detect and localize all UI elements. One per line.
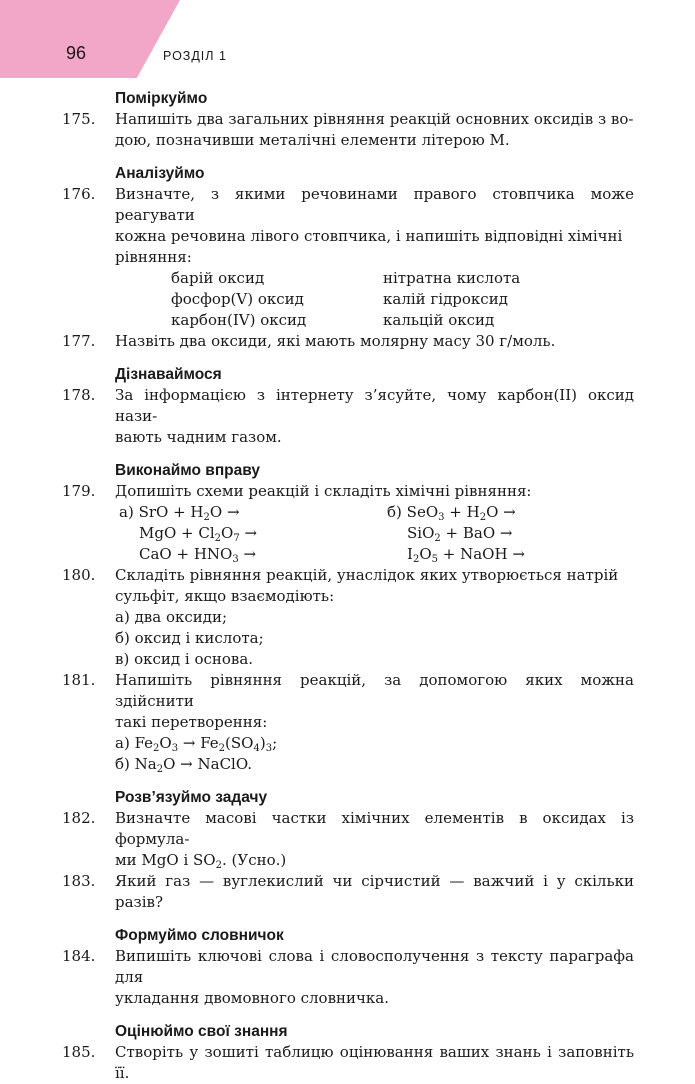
exercise-number: 179. bbox=[62, 482, 96, 500]
exercise-182 bbox=[62, 808, 634, 871]
exercise-number: 185. bbox=[62, 1043, 96, 1061]
substance-columns bbox=[171, 268, 634, 331]
reaction-b3: $I_2O_5$ + NaOH → bbox=[407, 545, 525, 565]
heading-formuimo-slovnychok: Формуймо словничок bbox=[115, 927, 284, 944]
exercise-179 bbox=[62, 481, 634, 565]
page-number: 96 bbox=[66, 43, 87, 63]
heading-vykonaimo-vpravu: Виконаймо вправу bbox=[115, 462, 261, 479]
option-item: а) два оксиди; bbox=[115, 608, 228, 626]
section-label: РОЗДІЛ 1 bbox=[163, 49, 227, 63]
exercise-text: сульфіт, якщо взаємодіють: bbox=[115, 587, 335, 605]
heading-rozviazuimo-zadachu: Розв’язуймо задачу bbox=[115, 789, 268, 806]
exercise-number: 178. bbox=[62, 386, 96, 404]
exercise-number: 176. bbox=[62, 185, 96, 203]
exercise-177 bbox=[62, 331, 634, 352]
exercise-text: Визначте, з якими речовинами правого стовпчика може реагувати bbox=[115, 185, 634, 224]
exercise-text: рівняння: bbox=[115, 248, 192, 266]
option-item: в) оксид і основа. bbox=[115, 650, 254, 668]
exercise-text: Складіть рівняння реакцій, унаслідок яких утворюється натрій bbox=[115, 566, 619, 584]
exercise-178 bbox=[62, 385, 634, 448]
exercise-number: 184. bbox=[62, 947, 96, 965]
transformation-a: а) $Fe_2O_3 \to Fe_2(SO_4)_3$; bbox=[115, 734, 278, 754]
exercise-180 bbox=[62, 565, 634, 670]
heading-diznavaimosia: Дізнаваймося bbox=[115, 366, 222, 383]
exercise-text: Визначте масові частки хімічних елементів в оксидах із формула- bbox=[115, 809, 634, 848]
reaction-a2: MgO + $Cl_2O_7$ → bbox=[139, 524, 258, 544]
reaction-a3: CaO + $HNO_3$ → bbox=[139, 545, 257, 565]
right-substance: нітратна кислота bbox=[383, 269, 521, 287]
exercise-text: такі перетворення: bbox=[115, 713, 268, 731]
exercise-text: вають чадним газом. bbox=[115, 428, 282, 446]
exercise-text: За інформацією з інтернету з’ясуйте, чому карбон(II) оксид нази- bbox=[115, 386, 634, 425]
exercise-number: 177. bbox=[62, 332, 96, 350]
page-content bbox=[0, 88, 695, 1084]
exercise-text: Допишіть схеми реакцій і складіть хімічні рівняння: bbox=[115, 482, 532, 500]
exercise-185 bbox=[62, 1042, 634, 1084]
exercise-176 bbox=[62, 184, 634, 331]
exercise-text: дою, позначивши металічні елементи літерою M. bbox=[115, 131, 510, 149]
exercise-number: 183. bbox=[62, 872, 96, 890]
left-substance: барій оксид bbox=[171, 269, 265, 287]
transformation-b: б) $Na_2O$ → NaClO. bbox=[115, 755, 253, 775]
exercise-text: Створіть у зошиті таблицю оцінювання ваших знань і заповніть її. bbox=[115, 1043, 634, 1082]
reaction-a1: а) SrO + $H_2O$ → bbox=[119, 503, 240, 523]
exercise-text: Напишіть два загальних рівняння реакцій основних оксидів з во- bbox=[115, 110, 634, 128]
exercise-text: Який газ — вуглекислий чи сірчистий — важчий і у скільки разів? bbox=[115, 872, 634, 911]
exercise-text: кожна речовина лівого стовпчика, і напишіть відповідні хімічні bbox=[115, 227, 623, 245]
left-substance: фосфор(V) оксид bbox=[171, 290, 304, 308]
exercise-number: 182. bbox=[62, 809, 96, 827]
exercise-number: 175. bbox=[62, 110, 96, 128]
exercise-text: Напишіть рівняння реакцій, за допомогою яких можна здійснити bbox=[115, 671, 634, 710]
left-substance: карбон(IV) оксид bbox=[171, 311, 307, 329]
reaction-b1: б) $SeO_3 + H_2O$ → bbox=[387, 503, 516, 523]
exercise-184 bbox=[62, 946, 634, 1009]
exercise-text: Випишіть ключові слова і словосполучення з тексту параграфа для bbox=[115, 947, 634, 986]
exercise-175 bbox=[62, 109, 634, 151]
exercise-number: 180. bbox=[62, 566, 96, 584]
option-item: б) оксид і кислота; bbox=[115, 629, 264, 647]
exercise-text: укладання двомовного словничка. bbox=[115, 989, 390, 1007]
exercise-text: ми MgO і $SO_2$. (Усно.) bbox=[115, 851, 287, 871]
reaction-schemes bbox=[119, 502, 634, 565]
exercise-181 bbox=[62, 670, 634, 775]
heading-analizuimo: Аналізуймо bbox=[115, 165, 205, 182]
reaction-b2: SiO$_2$ + BaO → bbox=[407, 524, 513, 544]
right-substance: кальцій оксид bbox=[383, 311, 495, 329]
exercise-text: Назвіть два оксиди, які мають молярну масу 30 г/моль. bbox=[115, 332, 556, 350]
right-substance: калій гідроксид bbox=[383, 290, 508, 308]
exercise-183 bbox=[62, 871, 634, 913]
heading-pomirkuimo: Поміркуймо bbox=[115, 90, 208, 107]
heading-otsiniuimo-znannia: Оцінюймо свої знання bbox=[115, 1023, 288, 1040]
header-corner-decoration bbox=[0, 0, 180, 78]
exercise-number: 181. bbox=[62, 671, 96, 689]
